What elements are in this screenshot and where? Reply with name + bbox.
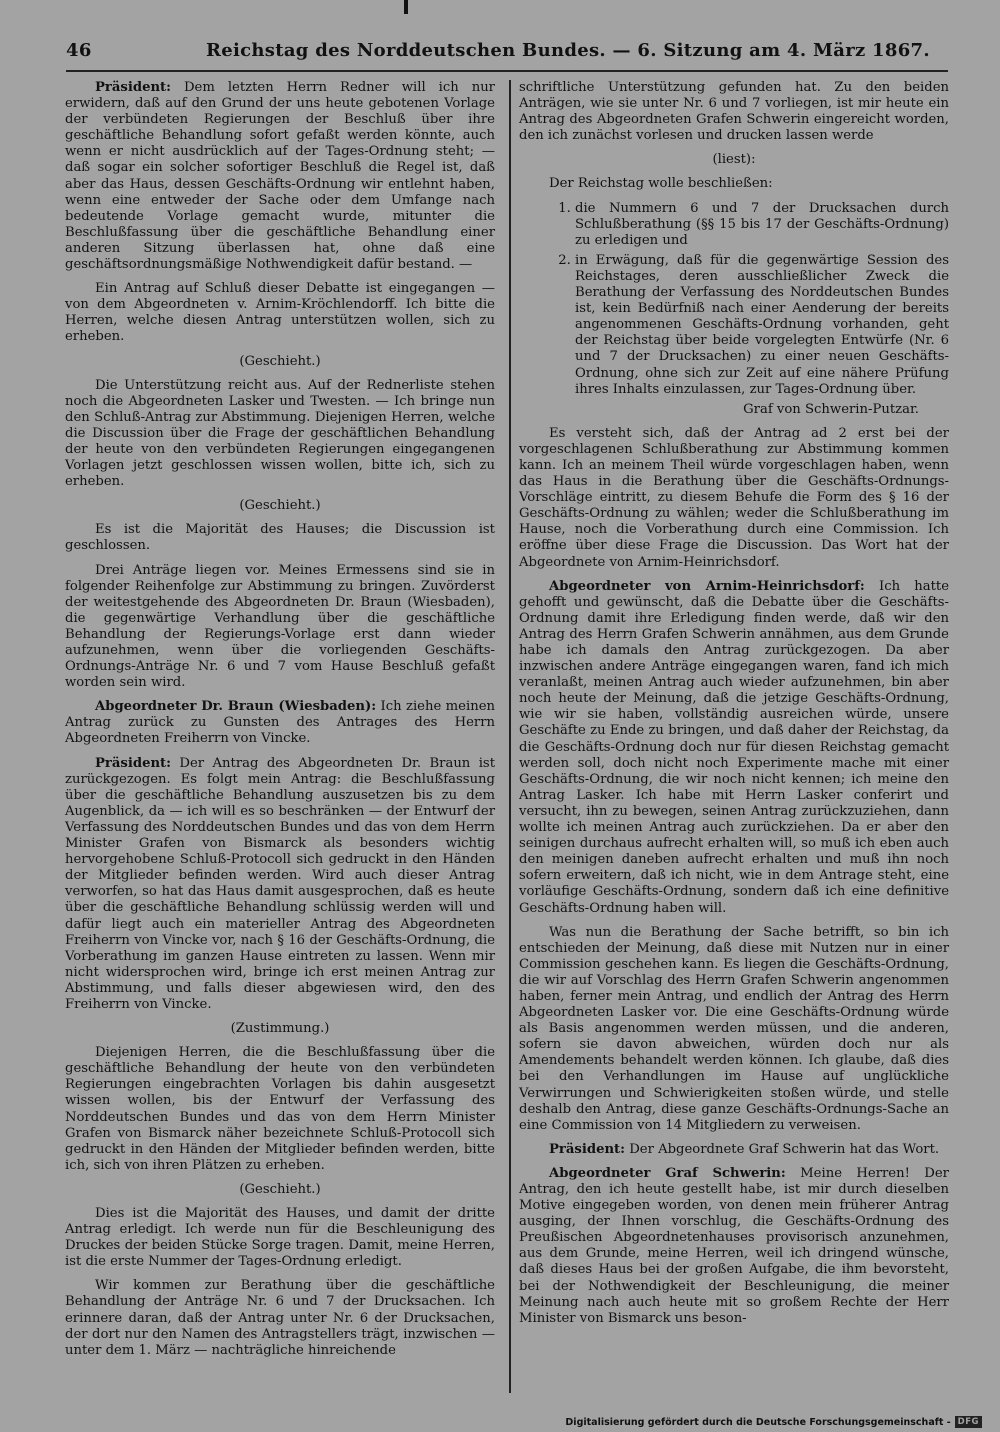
speech-text: Ich ziehe meinen Antrag zurück zu Gunsten des Antrages des Herrn Abgeordneten Freiherrn von Vincke. — [65, 699, 495, 747]
speech-paragraph — [519, 925, 949, 1134]
motion-item: 2. in Erwägung, daß für die gegenwärtige Session des Reichstages, deren ausschließlicher Zweck die Berathung der Verfassung des Norddeutschen Bundes ist, kein Bedürfniß nach einer Aenderung der bereits angenommenen Geschäfts-Ordnung vorhanden, geht der Reichstag über beide vorgelegten Entwürfe (Nr. 6 und 7 der Drucksachen) zu einer neuen Geschäfts-Ordnung, ohne sich zur Zeit auf eine nähere Prüfung ihres Inhalts einzulassen, zur Tages-Ordnung über. — [575, 253, 949, 398]
stage-direction: (Zustimmung.) — [230, 1021, 330, 1037]
speech-paragraph — [65, 1278, 495, 1358]
speaker-name: Präsident: — [95, 755, 172, 771]
scan-mark — [404, 0, 408, 14]
footer — [565, 1414, 982, 1430]
reads-note: (liest): — [712, 152, 756, 168]
stage-direction: (Geschieht.) — [239, 1181, 321, 1197]
running-title: Reichstag des Norddeutschen Bundes. — 6. Sitzung am 4. März 1867. — [206, 40, 930, 61]
speech-paragraph — [519, 579, 949, 917]
speech-text: Es ist die Majorität des Hauses; die Discussion ist geschlossen. — [65, 522, 495, 554]
speech-paragraph — [519, 1142, 949, 1158]
speech-text: Wir kommen zur Berathung über die geschäftliche Behandlung der Anträge Nr. 6 und 7 der Drucksachen. Ich erinnere daran, daß der Antrag unter Nr. 6 der Drucksachen, der dort nur den Namen des Antragstellers trägt, inzwischen — unter dem 1. März — nachträgliche hinreichende — [65, 1278, 495, 1358]
right-column-intro: schriftliche Unterstützung gefunden hat. Zu den beiden Anträgen, wie sie unter Nr. 6 und 7 vorliegen, ist mir heute ein Antrag des Abgeordneten Grafen Schwerin eingereicht worden, den ich zunächst vorlesen und drucken lassen werde — [519, 80, 949, 144]
column-divider — [509, 80, 511, 1393]
speech-text: Dem letzten Herrn Redner will ich nur erwidern, daß auf den Grund der uns heute gebotenen Vorlage der verbündeten Regierungen der Beschluß über ihre geschäftliche Behandlung sofort gefaßt werden könnte, auch wenn er nicht ausdrücklich auf der Tages-Ordnung steht; — daß sogar ein solcher sofortiger Beschluß die Regel ist, daß aber das Haus, dessen Geschäfts-Ordnung wir entlehnt haben, wenn eine entweder der Sache oder dem Umfange nach bedeutende Vorlage gemacht wurde, mitunter die Beschlußfassung über die geschäftliche Behandlung einer anderen Sitzung überlassen hat, ohne daß eine geschäftsordnungsmäßige Nothwendigkeit dafür bestand. — — [65, 80, 495, 273]
speech-text: Diejenigen Herren, die die Beschlußfassung über die geschäftliche Behandlung der heute von den verbündeten Regierungen eingebrachten Vorlagen bis dahin ausgesetzt wissen wollen, bis der Entwurf der Verfassung des Norddeutschen Bundes und das von dem Herrn Minister Grafen von Bismarck näher bezeichnete Schluß-Protocoll sich gedruckt in den Händen der Mitglieder befinden werden, bitte ich, sich von ihren Plätzen zu erheben. — [65, 1045, 495, 1173]
stage-direction: (Geschieht.) — [239, 353, 321, 369]
header-rule — [66, 70, 948, 72]
speech-paragraph — [65, 1045, 495, 1174]
dfg-logo: DFG — [955, 1416, 982, 1428]
motion-signature: Graf von Schwerin-Putzar. — [743, 401, 919, 417]
speaker-name: Abgeordneter Graf Schwerin: — [549, 1165, 786, 1181]
speech-text: Was nun die Berathung der Sache betrifft, so bin ich entschieden der Meinung, daß diese mit Nutzen nur in einer Commission geschehen kann. Es liegen die Geschäfts-Ordnung, die wir auf Vorschlag des Herrn Grafen Schwerin angenommen haben, ferner mein Antrag, und endlich der Antrag des Herrn Abgeordneten Lasker vor. Die eine Geschäfts-Ordnung würde als Basis angenommen werden müssen, und die anderen, sofern sie davon abweichen, würden doch nur als Amendements behandelt werden können. Ich glaube, daß dies bei den Verhandlungen im Hause auf unglückliche Verwirrungen und Schwierigkeiten stoßen würde, und stelle deshalb den Antrag, diese ganze Geschäfts-Ordnungs-Sache an eine Commission von 14 Mitgliedern zu verweisen. — [519, 924, 949, 1133]
speech-paragraph — [65, 1206, 495, 1270]
speaker-name: Präsident: — [549, 1141, 626, 1157]
speech-paragraph — [65, 378, 495, 491]
speech-text: Der Antrag des Abgeordneten Dr. Braun ist zurückgezogen. Es folgt mein Antrag: die Beschlußfassung über die geschäftliche Behandlung auszusetzen bis zu dem Augenblick, da — ich will es so beschränken — der Entwurf der Verfassung des Norddeutschen Bundes und das von dem Herrn Minister Grafen von Bismarck als besonders wichtig hervorgehobene Schluß-Protocoll sich gedruckt in den Händen der Mitglieder befinden werden. Wird auch dieser Antrag verworfen, so hat das Haus damit ausgesprochen, daß es heute über die geschäftliche Behandlung schlüssig werden will und dafür liegt auch ein materieller Antrag des Abgeordneten Freiherrn von Vincke vor, nach § 16 der Geschäfts-Ordnung, die Vorberathung im ganzen Hause eintreten zu lassen. Wenn mir nicht widersprochen wird, bringe ich erst meinen Antrag zur Abstimmung, und falls dieser abgewiesen wird, den des Freiherrn von Vincke. — [65, 755, 495, 1012]
motion-intro: Der Reichstag wolle beschließen: — [549, 176, 773, 192]
speech-paragraph — [65, 756, 495, 1014]
speech-text: Es versteht sich, daß der Antrag ad 2 erst bei der vorgeschlagenen Schlußberathung zur Abstimmung kommen kann. Ich an meinem Theil würde vorgeschlagen haben, wenn das Haus in die Berathung über die Geschäfts-Ordnungs-Vorschläge eintritt, zu diesem Behufe die Form des § 16 der Geschäfts-Ordnung zu wählen; weder die Schlußberathung im Hause, noch die Vorberathung durch eine Commission. Ich eröffne über diese Frage die Discussion. Das Wort hat der Abgeordnete von Arnim-Heinrichsdorf. — [519, 425, 949, 570]
speech-text: Der Abgeordnete Graf Schwerin hat das Wort. — [629, 1141, 940, 1157]
speaker-name: Präsident: — [95, 80, 172, 95]
speech-paragraph — [65, 80, 495, 273]
speech-text: Ein Antrag auf Schluß dieser Debatte ist eingegangen — von dem Abgeordneten v. Arnim-Kröchlendorff. Ich bitte die Herren, welche diesen Antrag unterstützen wollen, sich zu erheben. — [65, 281, 495, 345]
right-column-paragraphs — [519, 426, 949, 1327]
speech-paragraph — [65, 522, 495, 554]
page-header — [66, 40, 948, 68]
speech-paragraph — [65, 699, 495, 747]
speaker-name: Abgeordneter von Arnim-Heinrichsdorf: — [549, 578, 865, 594]
left-column — [65, 80, 495, 1367]
stage-direction: (Geschieht.) — [239, 498, 321, 514]
speech-paragraph — [65, 563, 495, 692]
speech-text: Meine Herren! Der Antrag, den ich heute gestellt habe, ist mir durch dieselben Motive eingegeben worden, von denen mein früherer Antrag ausging, der Ihnen vorschlug, die Geschäfts-Ordnung des Preußischen Abgeordnetenhauses provisorisch anzunehmen, aus dem Grunde, meine Herren, weil ich dringend wünsche, daß dieses Haus bei der großen Aufgabe, die ihm bevorsteht, bei der Nothwendigkeit der Beschleunigung, die meiner Meinung nach auch heute mit so großem Rechte der Herr Minister von Bismarck uns beson- — [519, 1165, 949, 1326]
motion-item: 1. die Nummern 6 und 7 der Drucksachen durch Schlußberathung (§§ 15 bis 17 der Geschäfts-Ordnung) zu erledigen und — [575, 201, 949, 249]
funding-note: Digitalisierung gefördert durch die Deutsche Forschungsgemeinschaft - — [565, 1416, 951, 1428]
speech-paragraph — [519, 1166, 949, 1327]
right-column — [519, 80, 949, 1335]
speaker-name: Abgeordneter Dr. Braun (Wiesbaden): — [95, 699, 377, 715]
speech-paragraph — [65, 281, 495, 345]
speech-text: Ich hatte gehofft und gewünscht, daß die Debatte über die Geschäfts-Ordnung damit ihre Erledigung finden werde, daß wir den Antrag des Herrn Grafen Schwerin annähmen, aus dem Grunde habe ich damals den Antrag zurückgezogen. Da aber inzwischen andere Anträge eingegangen waren, fand ich mich veranlaßt, meinen Antrag auch wieder aufzunehmen, bin aber noch heute der Meinung, daß die jetzige Geschäfts-Ordnung, wie wir sie haben, vollständig ausreichen würde, unsere Geschäfte zu Ende zu bringen, und daß daher der Reichstag, da die Geschäfts-Ordnung doch nur für diesen Reichstag gemacht werden soll, doch nicht noch Experimente mache mit einer Geschäfts-Ordnung, die wir noch nicht kennen; ich meine den Antrag Lasker. Ich habe mit Herrn Lasker conferirt und versucht, ihn zu bewegen, seinen Antrag zurückzuziehen, dann wollte ich meinen Antrag auch zurückziehen. Da er aber den seinigen durchaus aufrecht erhalten will, so muß ich eben auch den meinigen daneben aufrecht erhalten und muß ihn noch sofern erweitern, daß ich nicht, wie in dem Antrage steht, eine vorläufige Geschäfts-Ordnung, sondern daß ich eine definitive Geschäfts-Ordnung haben will. — [519, 578, 950, 916]
speech-paragraph — [519, 426, 949, 571]
motion-list — [519, 201, 949, 398]
page-number: 46 — [66, 40, 92, 61]
speech-text: Die Unterstützung reicht aus. Auf der Rednerliste stehen noch die Abgeordneten Lasker und Twesten. — Ich bringe nun den Schluß-Antrag zur Abstimmung. Diejenigen Herren, welche die Discussion über die Frage der geschäftlichen Behandlung der heute von den verbündeten Regierungen eingegangenen Vorlagen jetzt geschlossen wissen wollen, bitte ich, sich zu erheben. — [65, 377, 495, 490]
speech-text: Drei Anträge liegen vor. Meines Ermessens sind sie in folgender Reihenfolge zur Abstimmung zu bringen. Zuvörderst der weitestgehende des Abgeordneten Dr. Braun (Wiesbaden), die gegenwärtige Verhandlung über die geschäftliche Behandlung der Regierungs-Vorlage erst dann wieder aufzunehmen, wenn über die vorliegenden Geschäfts-Ordnungs-Anträge Nr. 6 und 7 vom Hause Beschluß gefaßt worden sein wird. — [65, 562, 495, 691]
speech-text: Dies ist die Majorität des Hauses, und damit der dritte Antrag erledigt. Ich werde nun für die Beschleunigung des Druckes der beiden Stücke Sorge tragen. Damit, meine Herren, ist die erste Nummer der Tages-Ordnung erledigt. — [65, 1206, 495, 1270]
